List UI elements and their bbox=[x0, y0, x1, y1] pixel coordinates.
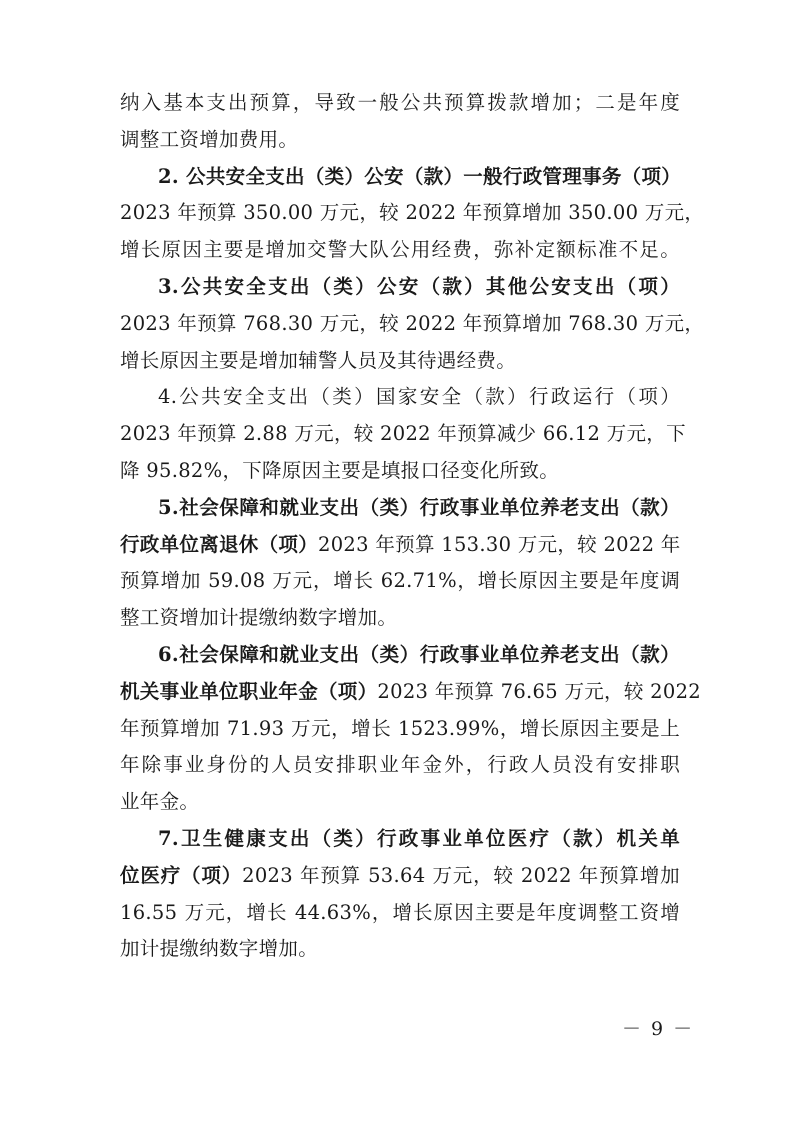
item-4-line-1: 2023 年预算 2.88 万元，较 2022 年预算减少 66.12 万元，下 bbox=[120, 422, 686, 446]
item-6-line-2: 年预算增加 71.93 万元，增长 1523.99%，增长原因主要是上 bbox=[120, 716, 680, 740]
item-7-heading-bold: 7.卫生健康支出（类）行政事业单位医疗（款）机关单 bbox=[158, 826, 680, 850]
item-5-line-1 bbox=[120, 534, 680, 556]
item-6-line-4: 业年金。 bbox=[120, 790, 200, 814]
item-4-line-2: 降 95.82%，下降原因主要是填报口径变化所致。 bbox=[120, 458, 560, 482]
item-7-line-2: 16.55 万元，增长 44.63%，增长原因主要是年度调整工资增 bbox=[120, 900, 680, 924]
item-3-line-2: 增长原因主要是增加辅警人员及其待遇经费。 bbox=[120, 348, 517, 372]
item-2-heading-bold: 2. 公共安全支出（类）公安（款）一般行政管理事务（项） bbox=[158, 164, 682, 188]
item-7-line-1-bold: 位医疗（项） bbox=[120, 863, 243, 887]
item-7-line-1-rest: 2023 年预算 53.64 万元，较 2022 年预算增加 bbox=[242, 863, 680, 887]
item-4-heading-rest: 4.公共安全支出（类）国家安全（款）行政运行（项） bbox=[158, 385, 680, 409]
item-7-heading bbox=[120, 828, 680, 850]
item-6-line-3: 年除事业身份的人员安排职业年金外，行政人员没有安排职 bbox=[120, 753, 680, 777]
item-5-heading bbox=[120, 497, 680, 519]
item-6-heading-bold: 6.社会保障和就业支出（类）行政事业单位养老支出（款） bbox=[158, 642, 680, 666]
item-2-line-2: 增长原因主要是增加交警大队公用经费，弥补定额标准不足。 bbox=[120, 238, 680, 262]
item-2-heading bbox=[120, 166, 680, 188]
item-3-line-1: 2023 年预算 768.30 万元，较 2022 年预算增加 768.30 万元， bbox=[120, 311, 705, 335]
item-7-line-3: 加计提缴纳数字增加。 bbox=[120, 937, 319, 961]
document-page bbox=[120, 91, 705, 975]
page-number: － 9 － bbox=[622, 1018, 695, 1040]
body-line-2: 调整工资增加费用。 bbox=[120, 127, 299, 151]
item-6-heading bbox=[120, 644, 680, 666]
item-4-heading bbox=[120, 386, 680, 408]
body-line-1: 纳入基本支出预算，导致一般公共预算拨款增加；二是年度 bbox=[120, 91, 680, 114]
item-5-line-2: 预算增加 59.08 万元，增长 62.71%，增长原因主要是年度调 bbox=[120, 569, 680, 593]
item-2-line-1: 2023 年预算 350.00 万元，较 2022 年预算增加 350.00 万元， bbox=[120, 201, 705, 225]
item-6-line-1 bbox=[120, 679, 701, 703]
item-5-heading-bold: 5.社会保障和就业支出（类）行政事业单位养老支出（款） bbox=[158, 495, 680, 519]
item-6-line-1-rest: 2023 年预算 76.65 万元，较 2022 bbox=[377, 679, 701, 703]
item-3-heading bbox=[120, 276, 680, 298]
item-5-line-1-rest: 2023 年预算 153.30 万元，较 2022 年 bbox=[318, 532, 681, 556]
item-3-heading-bold: 3.公共安全支出（类）公安（款）其他公安支出（项） bbox=[158, 274, 680, 298]
item-5-line-1-bold: 行政单位离退休（项） bbox=[120, 532, 319, 556]
item-5-line-3: 整工资增加计提缴纳数字增加。 bbox=[120, 606, 398, 630]
item-6-line-1-bold: 机关事业单位职业年金（项） bbox=[120, 679, 378, 703]
item-7-line-1 bbox=[120, 865, 680, 887]
